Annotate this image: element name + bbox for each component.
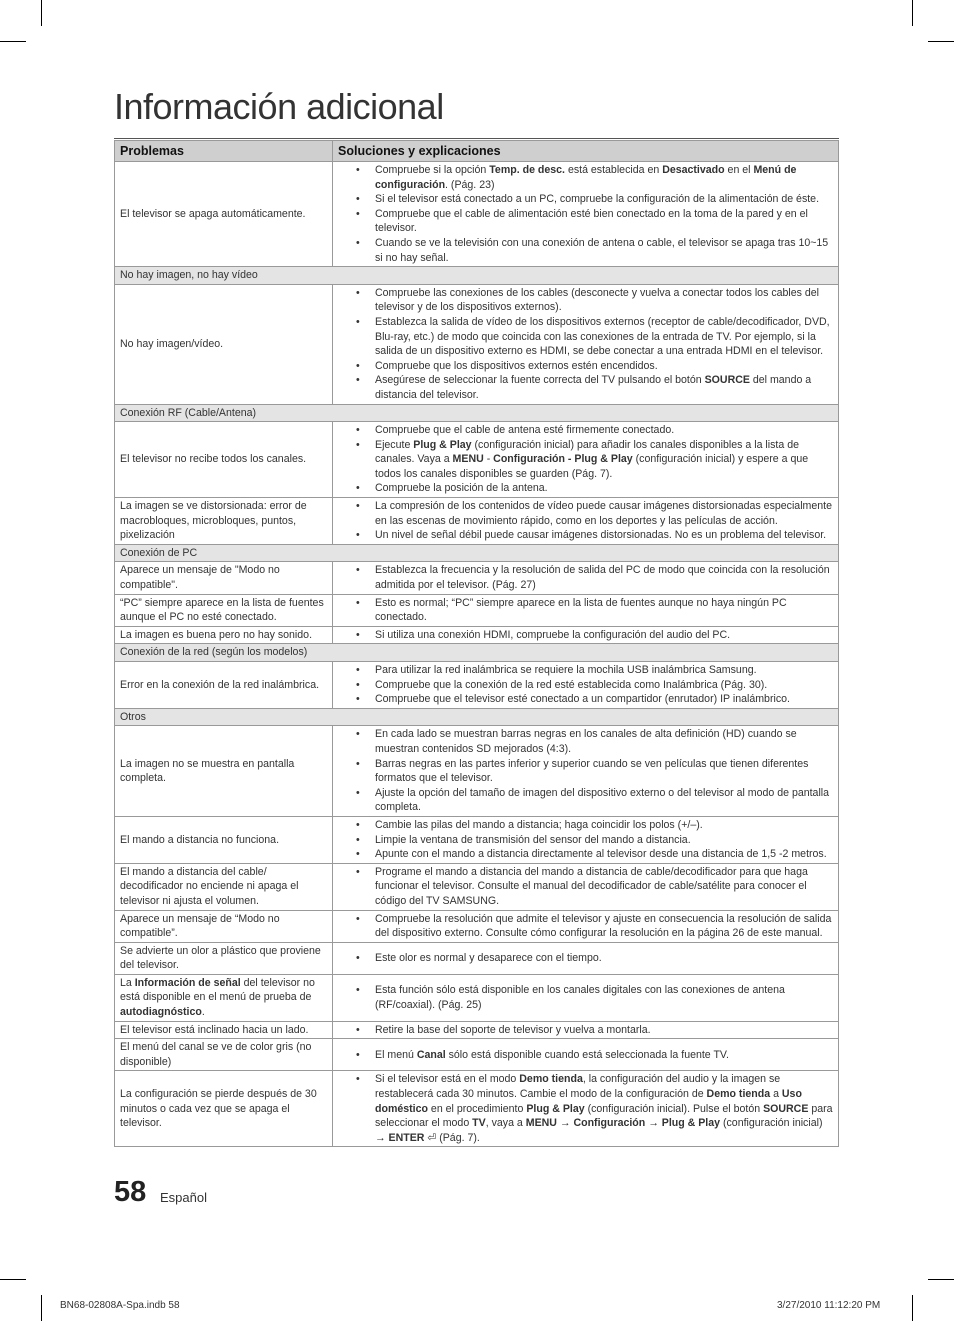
solution-item: • Si el televisor está conectado a un PC, compruebe la configuración de la alimentación de éste. [338,192,833,207]
table-row [115,1071,839,1147]
solution-list [338,818,833,862]
title-rule [114,138,839,139]
section-label: Conexión de la red (según los modelos) [115,644,839,662]
solution-cell [333,594,839,626]
solution-cell [333,626,839,644]
crop-mark [0,1279,26,1280]
problem-cell: Se advierte un olor a plástico que proviene del televisor. [115,942,333,974]
problem-cell: La imagen no se muestra en pantalla completa. [115,726,333,817]
solution-item: • Un nivel de señal débil puede causar imágenes distorsionadas. No es un problema del televisor. [338,528,833,543]
solution-item: • Asegúrese de seleccionar la fuente correcta del TV pulsando el botón SOURCE del mando a distancia del televisor. [338,373,833,402]
problem-cell: “PC” siempre aparece en la lista de fuentes aunque el PC no esté conectado. [115,594,333,626]
solution-item: • Si el televisor está en el modo Demo tienda, la configuración del audio y la imagen se restablecerá cada 30 minutos. Cambie el modo de la configuración de Demo tienda a Uso doméstico en el procedimiento Plug & Play (configuración inicial). Pulse el botón SOURCE para seleccionar el modo TV, vaya a MENU → Configuración → Plug & Play (configuración inicial) → ENTER ⏎ (Pág. 7). [338,1072,833,1145]
solution-item: • Esta función sólo está disponible en los canales digitales con las conexiones de antena (RF/coaxial). (Pág. 25) [338,983,833,1012]
solution-item: • Esto es normal; “PC” siempre aparece en la lista de fuentes aunque no haya ningún PC conectado. [338,596,833,625]
solution-list [338,628,833,643]
table-row [115,562,839,594]
solution-item: • Ejecute Plug & Play (configuración inicial) para añadir los canales disponibles a la lista de canales. Vaya a MENU - Configuración - Plug & Play (configuración inicial) y espere a que todos los canales disponibles se guarden (Pág. 7). [338,438,833,482]
table-row [115,594,839,626]
problem-cell: El televisor está inclinado hacia un lado. [115,1021,333,1039]
footer-file: BN68-02808A-Spa.indb 58 [60,1300,180,1311]
page-title: Información adicional [114,86,444,127]
solution-cell [333,1039,839,1071]
header-problems: Problemas [115,141,333,162]
problem-cell: No hay imagen/vídeo. [115,284,333,404]
solution-cell [333,284,839,404]
table-row [115,816,839,863]
page-language: Español [160,1190,207,1205]
table-row [115,974,839,1021]
solution-cell [333,422,839,498]
table-row [115,626,839,644]
solution-item: • Compruebe si la opción Temp. de desc. está establecida en Desactivado en el Menú de configuración. (Pág. 23) [338,163,833,192]
solution-item: • Para utilizar la red inalámbrica se requiere la mochila USB inalámbrica Samsung. [338,663,833,678]
solution-list [338,1023,833,1038]
problem-cell: La configuración se pierde después de 30 minutos o cada vez que se apaga el televisor. [115,1071,333,1147]
solution-cell [333,662,839,709]
solution-item: • Compruebe que la conexión de la red esté establecida como Inalámbrica (Pág. 30). [338,678,833,693]
section-label: Conexión RF (Cable/Antena) [115,404,839,422]
section-label: Conexión de PC [115,544,839,562]
section-row [115,404,839,422]
table-row [115,498,839,545]
solution-list [338,983,833,1012]
problem-cell: Aparece un mensaje de "Modo no compatible". [115,562,333,594]
crop-mark [0,41,26,42]
page-number: 58 [114,1176,147,1208]
solution-item: • Compruebe que el cable de antena esté firmemente conectado. [338,423,833,438]
problem-cell: El televisor se apaga automáticamente. [115,162,333,267]
problem-cell: La imagen se ve distorsionada: error de macrobloques, microbloques, puntos, pixelización [115,498,333,545]
solution-item: • Compruebe la resolución que admite el televisor y ajuste en consecuencia la resolución de salida del dispositivo externo. Consulte cómo configurar la resolución en la página 26 de este manual. [338,912,833,941]
crop-mark [41,1295,42,1321]
solution-cell [333,726,839,817]
solution-item: • Retire la base del soporte de televisor y vuelva a montarla. [338,1023,833,1038]
table-row [115,942,839,974]
table-row [115,162,839,267]
table-row [115,726,839,817]
solution-item: • El menú Canal sólo está disponible cuando está seleccionada la fuente TV. [338,1048,833,1063]
solution-item: • La compresión de los contenidos de vídeo puede causar imágenes distorsionadas especialmente en las escenas de movimiento rápido, como en los deportes y las películas de acción. [338,499,833,528]
table-row [115,1039,839,1071]
solution-item: • Establezca la frecuencia y la resolución de salida del PC de modo que coincida con la resolución admitida por el televisor. (Pág. 27) [338,563,833,592]
crop-mark [928,41,954,42]
solution-item: • Cambie las pilas del mando a distancia; haga coincidir los polos (+/–). [338,818,833,833]
solution-list [338,163,833,265]
solution-cell [333,498,839,545]
table-row [115,422,839,498]
solution-list [338,596,833,625]
solution-list [338,951,833,966]
solution-list [338,727,833,815]
solution-item: • Compruebe que los dispositivos externos estén encendidos. [338,359,833,374]
header-solutions: Soluciones y explicaciones [333,141,839,162]
solution-item: • Barras negras en las partes inferior y superior cuando se ven películas que tienen diferentes formatos que el televisor. [338,757,833,786]
section-row [115,267,839,285]
problem-cell: El televisor no recibe todos los canales. [115,422,333,498]
solution-item: • Compruebe las conexiones de los cables (desconecte y vuelva a conectar todos los cables del televisor y de los dispositivos externos). [338,286,833,315]
problem-cell: El mando a distancia del cable/ decodificador no enciende ni apaga el televisor ni ajusta el volumen. [115,863,333,910]
footer-date: 3/27/2010 11:12:20 PM [777,1300,881,1311]
solution-item: • Si utiliza una conexión HDMI, compruebe la configuración del audio del PC. [338,628,833,643]
problem-cell: Error en la conexión de la red inalámbrica. [115,662,333,709]
solution-list [338,423,833,496]
solution-list [338,663,833,707]
solution-item: • Cuando se ve la televisión con una conexión de antena o cable, el televisor se apaga tras 10~15 si no hay señal. [338,236,833,265]
troubleshooting-table [114,140,839,1147]
table-row [115,1021,839,1039]
table-row [115,662,839,709]
solution-list [338,1048,833,1063]
solution-list [338,865,833,909]
solution-cell [333,816,839,863]
solution-list [338,912,833,941]
solution-list [338,499,833,543]
table-row [115,910,839,942]
problem-cell: La Información de señal del televisor no está disponible en el menú de prueba de autodiagnóstico. [115,974,333,1021]
problem-cell: El menú del canal se ve de color gris (no disponible) [115,1039,333,1071]
solution-item: • Apunte con el mando a distancia directamente al televisor desde una distancia de 1,5 -2 metros. [338,847,833,862]
solution-item: • Programe el mando a distancia del mando a distancia de cable/decodificador para que haga funcionar el televisor. Consulte el manual del decodificador de cable/satélite para conocer el código del TV SAMSUNG. [338,865,833,909]
solution-cell [333,162,839,267]
solution-cell [333,942,839,974]
solution-cell [333,974,839,1021]
solution-item: • Compruebe la posición de la antena. [338,481,833,496]
solution-cell [333,863,839,910]
problem-cell: La imagen es buena pero no hay sonido. [115,626,333,644]
table-row [115,284,839,404]
solution-cell [333,1021,839,1039]
section-label: No hay imagen, no hay vídeo [115,267,839,285]
solution-item: • Ajuste la opción del tamaño de imagen del dispositivo externo o del televisor al modo de pantalla completa. [338,786,833,815]
section-row [115,708,839,726]
solution-list [338,286,833,403]
solution-item: • Compruebe que el cable de alimentación esté bien conectado en la toma de la pared y en el televisor. [338,207,833,236]
solution-cell [333,910,839,942]
section-row [115,544,839,562]
solution-list [338,563,833,592]
crop-mark [912,0,913,26]
crop-mark [928,1279,954,1280]
problem-cell: Aparece un mensaje de “Modo no compatible”. [115,910,333,942]
solution-item: • Limpie la ventana de transmisión del sensor del mando a distancia. [338,833,833,848]
solution-list [338,1072,833,1145]
crop-mark [41,0,42,26]
problem-cell: El mando a distancia no funciona. [115,816,333,863]
solution-cell [333,1071,839,1147]
table-header-row [115,141,839,162]
section-label: Otros [115,708,839,726]
table-row [115,863,839,910]
section-row [115,644,839,662]
solution-item: • Establezca la salida de vídeo de los dispositivos externos (receptor de cable/decodificador, DVD, Blu-ray, etc.) de modo que coincida con las conexiones de la entrada de TV. Por ejemplo, si la salida de un dispositivo externo es HDMI, se debe conectar a una entrada HDMI en el televisor. [338,315,833,359]
solution-cell [333,562,839,594]
solution-item: • Compruebe que el televisor esté conectado a un compartidor (enrutador) IP inalámbrico. [338,692,833,707]
solution-item: • En cada lado se muestran barras negras en los canales de alta definición (HD) cuando se muestran contenidos SD mejorados (4:3). [338,727,833,756]
crop-mark [912,1295,913,1321]
solution-item: • Este olor es normal y desaparece con el tiempo. [338,951,833,966]
table-body [115,162,839,1147]
